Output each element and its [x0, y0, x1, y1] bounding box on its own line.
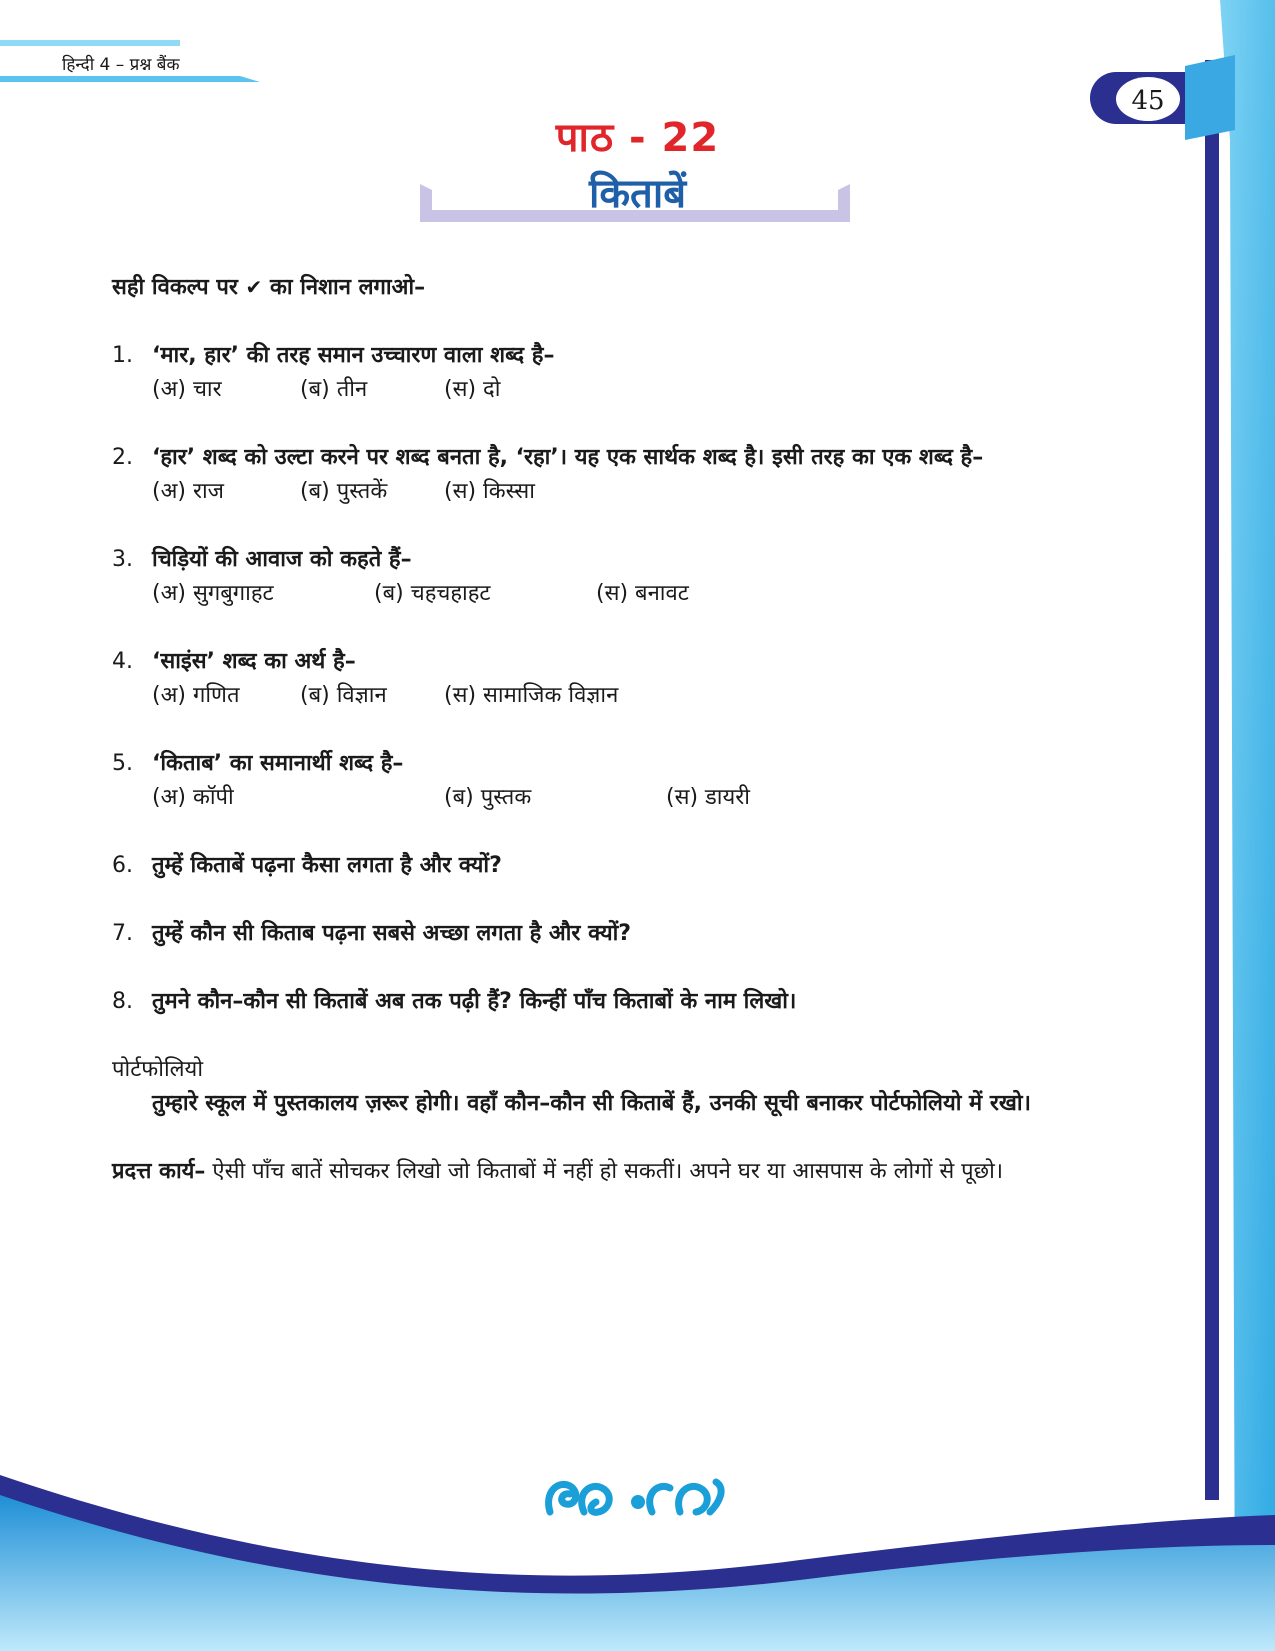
- question-number: 2.: [112, 445, 133, 470]
- option-b[interactable]: (ब) चहचहाहट: [374, 581, 491, 606]
- question-text: तुम्हें कौन सी किताब पढ़ना सबसे अच्छा लगता है और क्यों?: [152, 921, 632, 946]
- question-text: ‘मार, हार’ की तरह समान उच्चारण वाला शब्द है–: [152, 343, 555, 368]
- question-item: [112, 747, 1172, 815]
- lesson-number: पाठ - 22: [555, 115, 720, 161]
- question-text: तुम्हें किताबें पढ़ना कैसा लगता है और क्यों?: [152, 853, 502, 878]
- portfolio-heading: पोर्टफोलियो: [112, 1057, 204, 1082]
- tick-icon: ✔: [245, 275, 263, 299]
- page-tab-fold: [1185, 55, 1235, 140]
- question-item: [112, 917, 1172, 951]
- option-a[interactable]: (अ) गणित: [152, 683, 240, 708]
- option-c[interactable]: (स) दो: [444, 377, 501, 402]
- option-b[interactable]: (ब) तीन: [300, 377, 368, 402]
- page-number: 45: [1131, 86, 1165, 116]
- right-sky-band: [1220, 0, 1275, 1651]
- option-a[interactable]: (अ) राज: [152, 479, 224, 504]
- assignment-text: ऐसी पाँच बातें सोचकर लिखो जो किताबों में नहीं हो सकतीं। अपने घर या आसपास के लोगों से पूछो।: [205, 1159, 1004, 1184]
- portfolio-text: तुम्हारे स्कूल में पुस्तकालय ज़रूर होगी। वहाँ कौन–कौन सी किताबें हैं, उनकी सूची बनाकर पोर्टफोलियो में रखो।: [152, 1091, 1031, 1116]
- instruction-text-before: सही विकल्प पर: [112, 275, 238, 300]
- question-number: 5.: [112, 751, 133, 776]
- instruction-text-after: का निशान लगाओ–: [269, 275, 426, 300]
- right-navy-stripe: [1205, 60, 1219, 1500]
- option-a[interactable]: (अ) कॉपी: [152, 785, 234, 810]
- option-b[interactable]: (ब) पुस्तक: [444, 785, 532, 810]
- option-a[interactable]: (अ) सुगबुगाहट: [152, 581, 274, 606]
- question-text: चिड़ियों की आवाज को कहते हैं–: [152, 547, 412, 572]
- question-number: 6.: [112, 853, 133, 878]
- book-label: हिन्दी 4 – प्रश्न बैंक: [62, 55, 180, 75]
- footer-ornament: [540, 1472, 736, 1522]
- option-c[interactable]: (स) सामाजिक विज्ञान: [444, 683, 619, 708]
- option-c[interactable]: (स) बनावट: [596, 581, 689, 606]
- question-text: तुमने कौन–कौन सी किताबें अब तक पढ़ी हैं? किन्हीं पाँच किताबों के नाम लिखो।: [152, 989, 797, 1014]
- instruction: [112, 270, 1172, 305]
- header-stripe-bottom: [0, 76, 260, 82]
- question-number: 4.: [112, 649, 133, 674]
- question-item: [112, 849, 1172, 883]
- lesson-title: किताबें: [588, 171, 687, 217]
- option-b[interactable]: (ब) पुस्तकें: [300, 479, 388, 504]
- option-b[interactable]: (ब) विज्ञान: [300, 683, 387, 708]
- header-stripe-top: [0, 40, 180, 46]
- question-number: 3.: [112, 547, 133, 572]
- question-text: ‘साइंस’ शब्द का अर्थ है–: [152, 649, 356, 674]
- option-c[interactable]: (स) किस्सा: [444, 479, 535, 504]
- assignment-label: प्रदत्त कार्य–: [112, 1159, 206, 1184]
- question-number: 8.: [112, 989, 133, 1014]
- question-text: ‘किताब’ का समानार्थी शब्द है–: [152, 751, 404, 776]
- assignment: [112, 1155, 1172, 1189]
- question-item: [112, 339, 1172, 407]
- question-item: [112, 985, 1172, 1019]
- question-text: ‘हार’ शब्द को उल्टा करने पर शब्द बनता है, ‘रहा’। यह एक सार्थक शब्द है। इसी तरह का एक शब्द है–: [152, 445, 984, 470]
- question-item: [112, 645, 1172, 713]
- option-a[interactable]: (अ) चार: [152, 377, 222, 402]
- option-c[interactable]: (स) डायरी: [666, 785, 750, 810]
- question-number: 7.: [112, 921, 133, 946]
- question-number: 1.: [112, 343, 133, 368]
- worksheet-content: [112, 270, 1172, 1189]
- question-item: [112, 543, 1172, 611]
- question-item: [112, 441, 1172, 509]
